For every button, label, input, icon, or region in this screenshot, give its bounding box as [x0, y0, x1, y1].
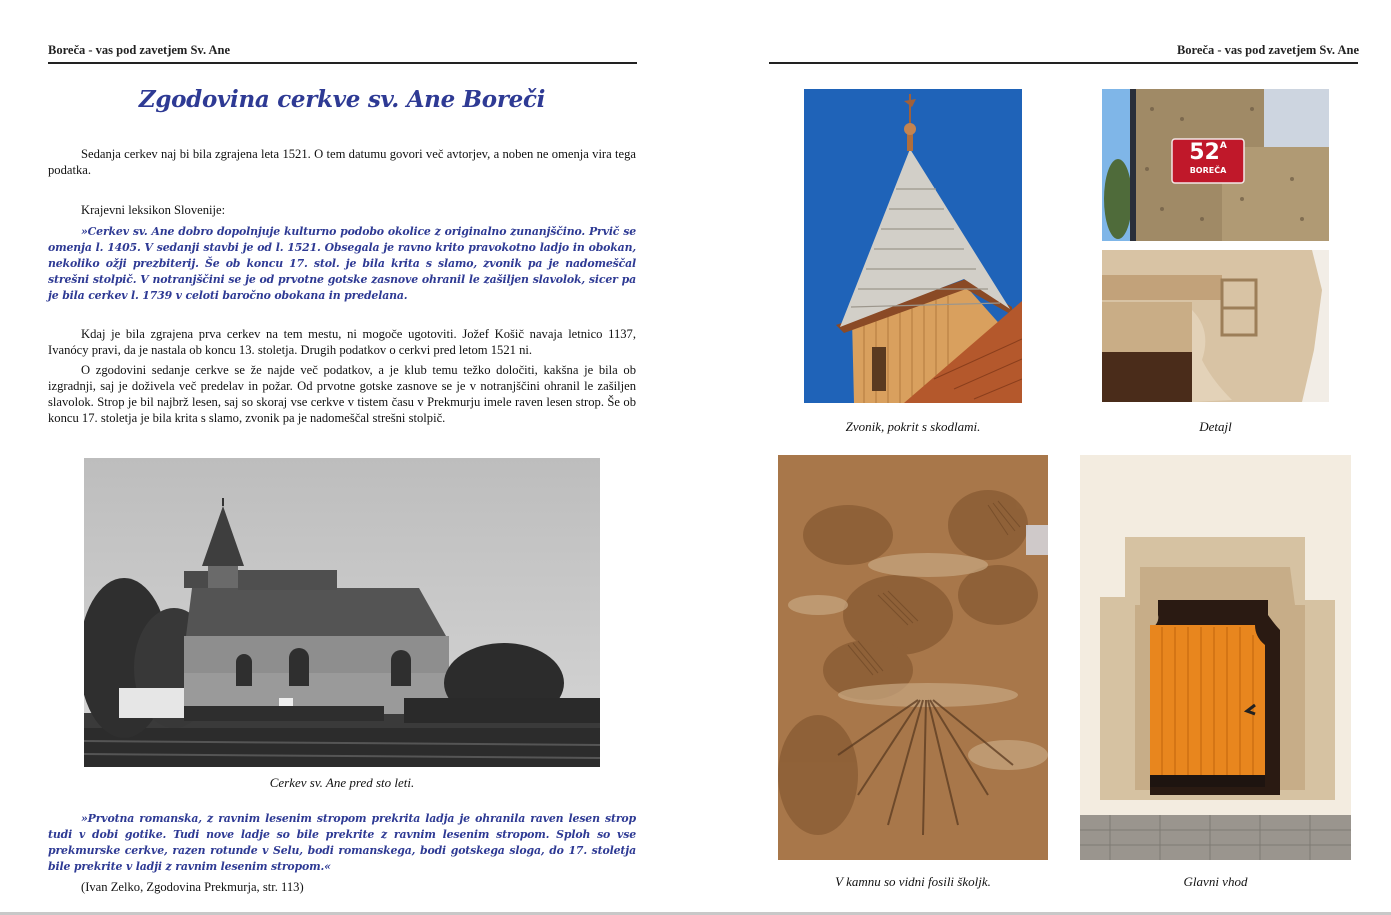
left-page — [0, 0, 690, 912]
old-church-caption: Cerkev sv. Ane pred sto leti. — [269, 775, 415, 790]
sign-village-name: BOREČA — [1189, 166, 1227, 175]
sign-suffix: A — [1219, 141, 1227, 151]
entrance-caption: Glavni vhod — [1183, 874, 1248, 889]
running-head-right: Boreča - vas pod zavetjem Sv. Ane — [1176, 43, 1359, 57]
main-entrance-photo — [1080, 455, 1351, 860]
header-rule-left — [48, 62, 637, 64]
detail-caption: Detajl — [1199, 419, 1232, 434]
fossils-photo — [778, 455, 1048, 860]
citation: (Ivan Zelko, Zgodovina Prekmurja, str. 113) — [81, 880, 304, 894]
paragraph-history: O zgodovini sedanje cerkve se že najde več podatkov, a je klub temu težko določiti, kakšna je bila ob izgradnji, saj je doživela več predelav in požar. Od prvotne gotske zasnove se je v notranjščini ohranil le zašiljen slavolok. Strop je bil najbrž lesen, saj so skoraj vse cerkve v tistem času v Prekmurju imele raven lesen strop. Še ob koncu 17. stoletja je bila krita s slamo, zvonik pa je nadomeščal strešni stolpič. — [48, 363, 636, 425]
paragraph-first-church: Kdaj je bila zgrajena prva cerkev na tem mestu, ni mogoče ugotoviti. Jožef Košič navaja letnico 1137, Ivanócy pravi, da je nastala ob koncu 13. stoletja. Drugih podatkov o cerkvi pred letom 1521 ni. — [48, 327, 636, 357]
house-sign-photo — [1102, 89, 1329, 241]
sign-number: 52 — [1189, 140, 1220, 165]
bell-tower-caption: Zvonik, pokrit s skodlami. — [845, 419, 981, 434]
lexicon-quote: »Cerkev sv. Ane dobro dopolnjuje kulturno podobo okolice z originalno zunanjščino. Prvič se omenja l. 1405. V sedanji stavbi je od l. 1521. Obsegala je ravno krito pravokotno ladjo in obokan, nekoliko ožji prezbiterij. Še ob koncu 17. stol. je bila krita s slamo, zvonik pa je nadomeščal strešni stolpič. V notranjščini se je od prvotne gotske zasnove ohranil le zašiljen slavolok, sicer pa je bila cerkev l. 1739 v celoti baročno obokana in predelana. — [48, 225, 636, 302]
portal-detail-photo — [1102, 250, 1329, 402]
old-church-photo — [84, 458, 600, 767]
bell-tower-photo — [804, 89, 1022, 403]
house-number-sign — [1172, 139, 1244, 175]
intro-paragraph: Sedanja cerkev naj bi bila zgrajena leta 1521. O tem datumu govori več avtorjev, a noben ne omenja vira tega podatka. — [48, 147, 636, 177]
zelko-quote: »Prvotna romanska, z ravnim lesenim stropom prekrita ladja je ohranila raven lesen strop tudi v dobi gotike. Tudi nove ladje so bile prekrite z ravnim lesenim stropom. Sploh so vse prekmurske cerkve, razen rotunde v Selu, bodi romanskega, bodi gotskega sloga, do 17. stoletja bile prekrite v ladji z ravnim lesenim stropom.« — [48, 812, 636, 873]
right-page — [700, 0, 1391, 912]
source-label: Krajevni leksikon Slovenije: — [81, 203, 226, 217]
page-title: Zgodovina cerkve sv. Ane Boreči — [138, 86, 546, 113]
header-rule-right — [769, 62, 1358, 64]
fossils-caption: V kamnu so vidni fosili školjk. — [835, 874, 991, 889]
running-head-left: Boreča - vas pod zavetjem Sv. Ane — [48, 43, 231, 57]
